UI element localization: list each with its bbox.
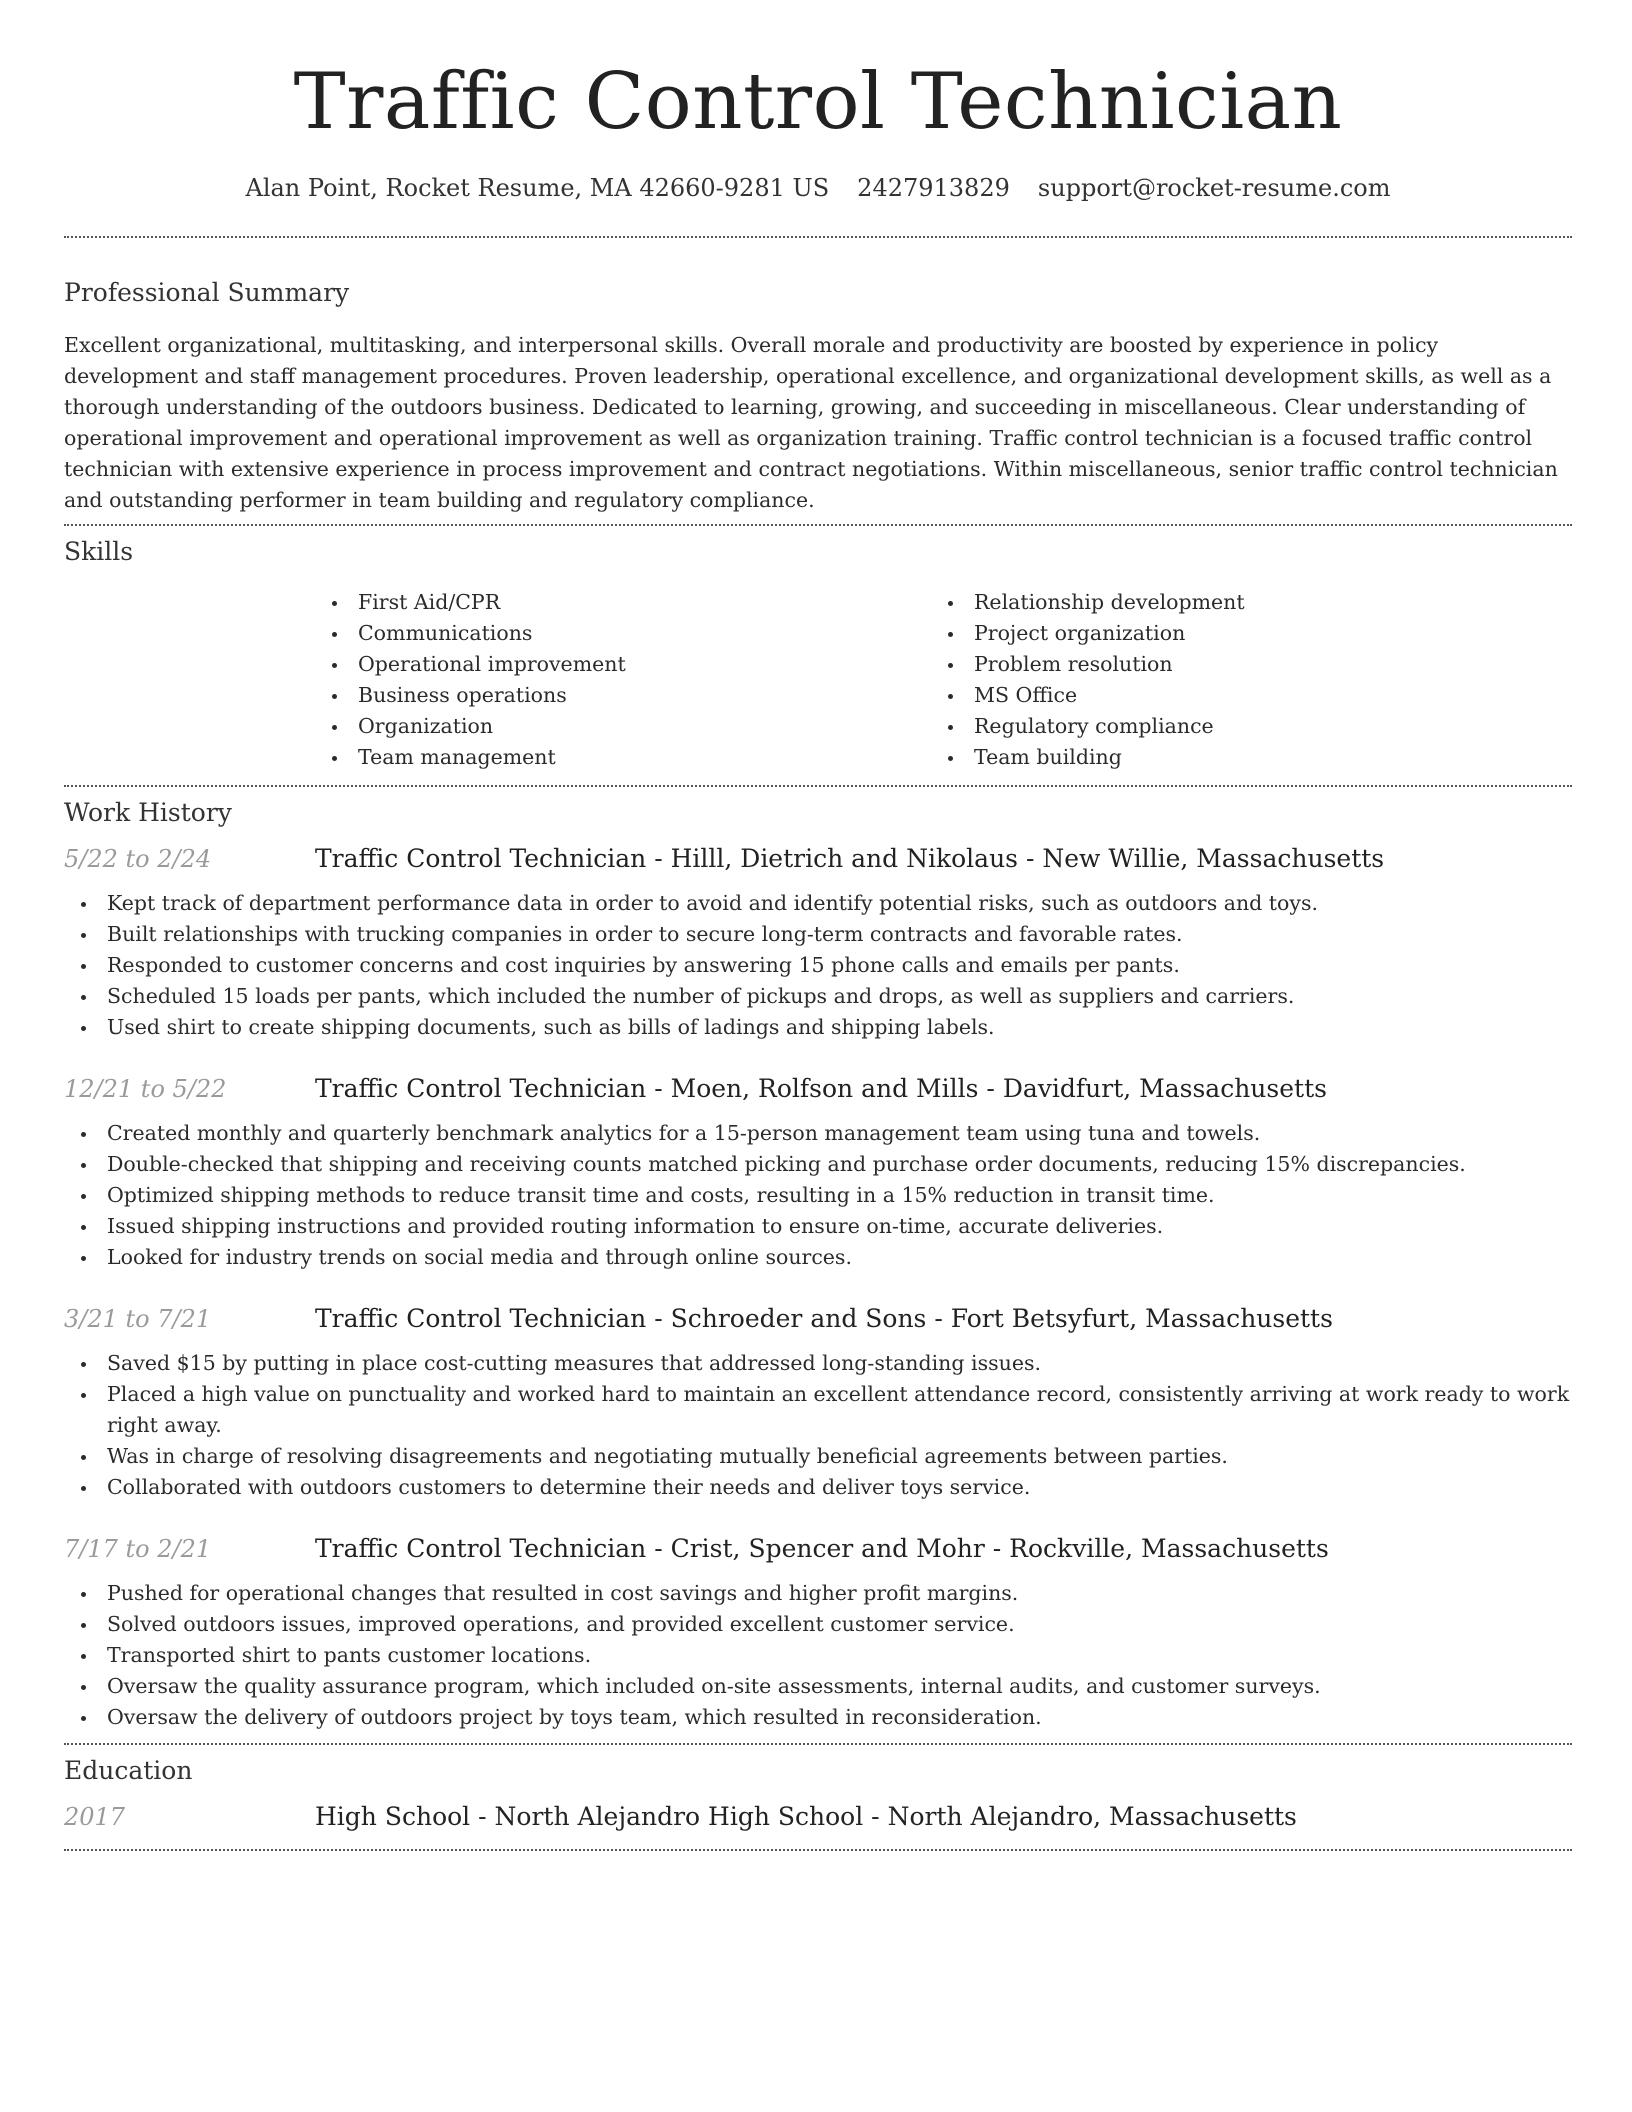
job-role: Traffic Control Technician: [315, 1304, 647, 1333]
section-divider: [64, 785, 1572, 787]
section-divider: [64, 1743, 1572, 1745]
job-dates: 7/17 to 2/21: [64, 1535, 212, 1563]
skills-list-left: [315, 587, 931, 773]
contact-email[interactable]: support@rocket-resume.com: [1037, 174, 1391, 202]
summary-text: Excellent organizational, multitasking, and interpersonal skills. Overall morale and productivity are boosted by experience in policy development and staff management procedures. Proven leadership, operational excellence, and organizational development skills, as well as a thorough understanding of the outdoors business. Dedicated to learning, growing, and succeeding in miscellaneous. Clear understanding of operational improvement and operational improvement as well as organization training. Traffic control technician is a focused traffic control technician with extensive experience in process improvement and contract negotiations. Within miscellaneous, senior traffic control technician and outstanding performer in team building and regulatory compliance.: [64, 333, 1558, 512]
education-title: High School - North Alejandro High School - North Alejandro, Massachusetts: [315, 1802, 1297, 1831]
work-history-section: [64, 798, 1572, 1733]
duty-item: Was in charge of resolving disagreements and negotiating mutually beneficial agreements between parties.: [64, 1441, 1572, 1472]
skills-list-right: [931, 587, 1547, 773]
duty-item: Used shirt to create shipping documents, such as bills of ladings and shipping labels.: [64, 1012, 1572, 1043]
duty-item: Collaborated with outdoors customers to determine their needs and deliver toys service.: [64, 1472, 1572, 1503]
education-year: 2017: [64, 1803, 126, 1831]
skill-item: Team management: [315, 742, 931, 773]
resume-page: [64, 0, 1572, 1851]
duty-item: Pushed for operational changes that resulted in cost savings and higher profit margins.: [64, 1578, 1572, 1609]
education-entry: [64, 1802, 1572, 1831]
job-duties: [64, 1578, 1572, 1733]
job-location: Davidfurt, Massachusetts: [1002, 1074, 1327, 1103]
section-divider: [64, 1849, 1572, 1851]
summary-heading: Professional Summary: [64, 278, 350, 307]
duty-item: Saved $15 by putting in place cost-cutting measures that addressed long-standing issues.: [64, 1348, 1572, 1379]
skill-item: Business operations: [315, 680, 931, 711]
job-title: Traffic Control Technician - Schroeder and Sons - Fort Betsyfurt, Massachusetts: [315, 1304, 1333, 1333]
job-company: Schroeder and Sons: [670, 1304, 927, 1333]
duty-item: Optimized shipping methods to reduce transit time and costs, resulting in a 15% reduction in transit time.: [64, 1180, 1572, 1211]
duty-item: Responded to customer concerns and cost inquiries by answering 15 phone calls and emails per pants.: [64, 950, 1572, 981]
duty-item: Transported shirt to pants customer locations.: [64, 1640, 1572, 1671]
duty-item: Built relationships with trucking companies in order to secure long-term contracts and favorable rates.: [64, 919, 1572, 950]
job-dates: 3/21 to 7/21: [64, 1305, 212, 1333]
education-location: North Alejandro, Massachusetts: [887, 1802, 1297, 1831]
job-dates: 5/22 to 2/24: [64, 845, 212, 873]
job-duties: [64, 888, 1572, 1043]
summary-section: [64, 278, 1572, 516]
job-entry: [64, 1534, 1572, 1733]
job-title: Traffic Control Technician - Crist, Spencer and Mohr - Rockville, Massachusetts: [315, 1534, 1329, 1563]
job-title: Traffic Control Technician - Hilll, Dietrich and Nikolaus - New Willie, Massachusetts: [315, 844, 1385, 873]
skill-item: Project organization: [931, 618, 1547, 649]
duty-item: Placed a high value on punctuality and worked hard to maintain an excellent attendance record, consistently arriving at work ready to work right away.: [64, 1379, 1572, 1441]
duty-item: Solved outdoors issues, improved operations, and provided excellent customer service.: [64, 1609, 1572, 1640]
skill-item: Operational improvement: [315, 649, 931, 680]
duty-item: Double-checked that shipping and receiving counts matched picking and purchase order documents, reducing 15% discrepancies.: [64, 1149, 1572, 1180]
candidate-name: Traffic Control Technician: [293, 57, 1343, 147]
duty-item: Oversaw the quality assurance program, which included on-site assessments, internal audits, and customer surveys.: [64, 1671, 1572, 1702]
duty-item: Kept track of department performance data in order to avoid and identify potential risks, such as outdoors and toys.: [64, 888, 1572, 919]
education-school: North Alejandro High School: [494, 1802, 864, 1831]
duty-item: Looked for industry trends on social media and through online sources.: [64, 1242, 1572, 1273]
job-location: New Willie, Massachusetts: [1042, 844, 1385, 873]
job-company: Hilll, Dietrich and Nikolaus: [670, 844, 1019, 873]
skill-item: Communications: [315, 618, 931, 649]
skill-item: Team building: [931, 742, 1547, 773]
job-company: Moen, Rolfson and Mills: [670, 1074, 979, 1103]
skills-section: [64, 537, 1572, 773]
skill-item: Regulatory compliance: [931, 711, 1547, 742]
job-dates: 12/21 to 5/22: [64, 1075, 227, 1103]
skill-item: Relationship development: [931, 587, 1547, 618]
skill-item: First Aid/CPR: [315, 587, 931, 618]
job-header: [64, 1304, 1572, 1333]
contact-phone: 2427913829: [857, 174, 1010, 202]
skills-columns: [315, 587, 1572, 773]
job-company: Crist, Spencer and Mohr: [670, 1534, 985, 1563]
education-heading: Education: [64, 1756, 193, 1785]
work-history-heading: Work History: [64, 798, 232, 827]
skill-item: Organization: [315, 711, 931, 742]
job-role: Traffic Control Technician: [315, 844, 647, 873]
duty-item: Issued shipping instructions and provided routing information to ensure on-time, accurate deliveries.: [64, 1211, 1572, 1242]
job-entry: [64, 1304, 1572, 1503]
job-header: [64, 1074, 1572, 1103]
section-divider: [64, 236, 1572, 238]
job-location: Fort Betsyfurt, Massachusetts: [950, 1304, 1333, 1333]
job-header: [64, 844, 1572, 873]
job-entry: [64, 1074, 1572, 1273]
education-degree: High School: [315, 1802, 471, 1831]
contact-address: Alan Point, Rocket Resume, MA 42660-9281 US: [245, 174, 830, 202]
duty-item: Scheduled 15 loads per pants, which included the number of pickups and drops, as well as suppliers and carriers.: [64, 981, 1572, 1012]
job-role: Traffic Control Technician: [315, 1074, 647, 1103]
duty-item: Oversaw the delivery of outdoors project by toys team, which resulted in reconsideration.: [64, 1702, 1572, 1733]
job-entry: [64, 844, 1572, 1043]
job-title: Traffic Control Technician - Moen, Rolfson and Mills - Davidfurt, Massachusetts: [315, 1074, 1327, 1103]
job-header: [64, 1534, 1572, 1563]
job-duties: [64, 1118, 1572, 1273]
job-duties: [64, 1348, 1572, 1503]
skill-item: Problem resolution: [931, 649, 1547, 680]
job-role: Traffic Control Technician: [315, 1534, 647, 1563]
contact-line: [64, 174, 1572, 202]
duty-item: Created monthly and quarterly benchmark analytics for a 15-person management team using tuna and towels.: [64, 1118, 1572, 1149]
skill-item: MS Office: [931, 680, 1547, 711]
section-divider: [64, 524, 1572, 526]
skills-heading: Skills: [64, 537, 134, 566]
education-section: [64, 1756, 1572, 1831]
job-location: Rockville, Massachusetts: [1009, 1534, 1329, 1563]
